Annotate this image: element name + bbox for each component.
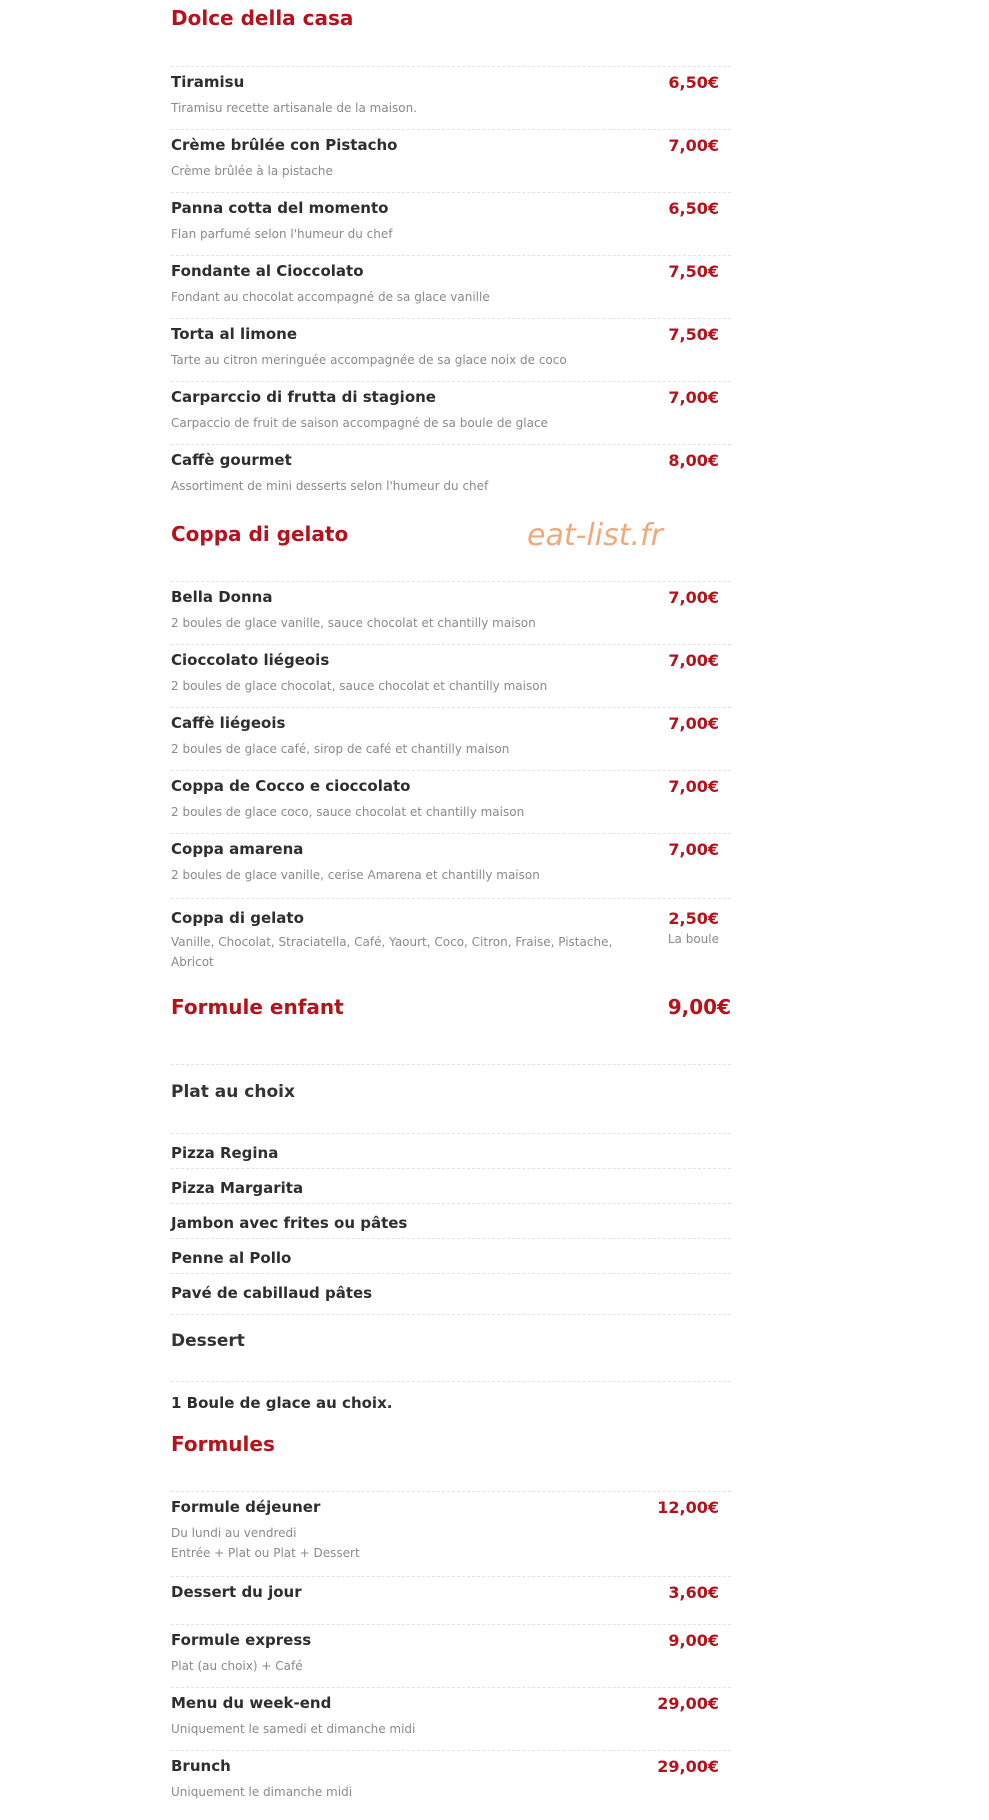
item-price: 12,00€ <box>657 1498 719 1517</box>
item-head <box>171 130 731 155</box>
menu-item <box>171 1491 731 1577</box>
item-price: 7,50€ <box>668 262 719 281</box>
item-name: Coppa di gelato <box>171 909 304 927</box>
item-desc: 2 boules de glace chocolat, sauce chocolat et chantilly maison <box>171 679 548 693</box>
item-name: Coppa de Cocco e cioccolato <box>171 777 411 795</box>
item-name: Cioccolato liégeois <box>171 651 330 669</box>
menu-item <box>171 381 731 445</box>
item-price: 7,00€ <box>668 651 719 670</box>
item-head <box>171 1688 731 1713</box>
item-price: 29,00€ <box>657 1694 719 1713</box>
item-head <box>171 1577 731 1602</box>
plat-item: Penne al Pollo <box>171 1238 731 1274</box>
menu-item <box>171 833 731 897</box>
menu-item <box>171 707 731 771</box>
item-desc: Carpaccio de fruit de saison accompagné de sa boule de glace <box>171 416 548 430</box>
item-desc: Fondant au chocolat accompagné de sa glace vanille <box>171 290 490 304</box>
item-desc: Uniquement le dimanche midi <box>171 1785 353 1799</box>
item-price: 3,60€ <box>668 1583 719 1602</box>
item-name: Coppa amarena <box>171 840 304 858</box>
menu-item <box>171 1576 731 1625</box>
section-title-enfant: Formule enfant <box>171 995 344 1019</box>
menu-item <box>171 581 731 645</box>
plat-item: Jambon avec frites ou pâtes <box>171 1203 731 1239</box>
item-desc: Du lundi au vendredi <box>171 1526 297 1540</box>
item-name: Crème brûlée con Pistacho <box>171 136 398 154</box>
dessert-heading: Dessert <box>171 1331 245 1351</box>
menu-item <box>171 770 731 834</box>
item-unit: La boule <box>667 932 719 946</box>
item-name: Panna cotta del momento <box>171 199 389 217</box>
item-head <box>171 445 731 470</box>
menu-item <box>171 444 731 508</box>
item-head <box>171 67 731 92</box>
coppa-last-item <box>171 898 731 973</box>
item-name: Formule express <box>171 1631 312 1649</box>
item-name: Menu du week-end <box>171 1694 332 1712</box>
section-title-dolce: Dolce della casa <box>171 6 354 30</box>
item-desc: Plat (au choix) + Café <box>171 1659 303 1673</box>
item-desc: Crème brûlée à la pistache <box>171 164 333 178</box>
item-head <box>171 1751 731 1776</box>
item-desc: Tiramisu recette artisanale de la maison. <box>171 101 418 115</box>
item-name: Fondante al Cioccolato <box>171 262 364 280</box>
watermark: eat-list.fr <box>527 518 663 553</box>
menu-item <box>171 1687 731 1751</box>
menu-item <box>171 318 731 382</box>
item-name: Caffè gourmet <box>171 451 292 469</box>
item-head <box>171 1625 731 1650</box>
item-name: Caffè liégeois <box>171 714 286 732</box>
item-head <box>171 582 731 607</box>
item-price: 7,00€ <box>668 588 719 607</box>
dessert-item: 1 Boule de glace au choix. <box>171 1381 731 1412</box>
menu-item <box>171 129 731 193</box>
menu-item <box>171 192 731 256</box>
item-price: 7,50€ <box>668 325 719 344</box>
item-price: 6,50€ <box>668 73 719 92</box>
item-price: 7,00€ <box>668 777 719 796</box>
plat-item: Pizza Margarita <box>171 1168 731 1204</box>
divider <box>171 1064 731 1065</box>
item-price: 9,00€ <box>668 1631 719 1650</box>
enfant-header <box>171 995 731 1019</box>
item-price: 8,00€ <box>668 451 719 470</box>
item-desc: Tarte au citron meringuée accompagnée de sa glace noix de coco <box>171 353 567 367</box>
section-title-coppa: Coppa di gelato <box>171 522 349 546</box>
item-desc: Uniquement le samedi et dimanche midi <box>171 1722 416 1736</box>
item-desc: 2 boules de glace coco, sauce chocolat et chantilly maison <box>171 805 525 819</box>
menu-item <box>171 1750 731 1814</box>
menu-item <box>171 66 731 130</box>
item-desc: Assortiment de mini desserts selon l'humeur du chef <box>171 479 489 493</box>
menu-item <box>171 1624 731 1688</box>
item-price: 29,00€ <box>657 1757 719 1776</box>
item-name: Carparccio di frutta di stagione <box>171 388 436 406</box>
item-name: Dessert du jour <box>171 1583 302 1601</box>
item-name: Formule déjeuner <box>171 1498 321 1516</box>
item-head <box>171 1492 731 1517</box>
divider <box>171 1314 731 1315</box>
item-desc: 2 boules de glace café, sirop de café et chantilly maison <box>171 742 510 756</box>
item-price: 7,00€ <box>668 714 719 733</box>
section-title-formules: Formules <box>171 1432 275 1456</box>
item-desc: 2 boules de glace vanille, sauce chocolat et chantilly maison <box>171 616 536 630</box>
plat-item: Pavé de cabillaud pâtes <box>171 1273 731 1309</box>
item-head <box>171 708 731 733</box>
item-price: 7,00€ <box>668 840 719 859</box>
item-head <box>171 319 731 344</box>
item-head <box>171 645 731 670</box>
item-desc-2: Entrée + Plat ou Plat + Dessert <box>171 1546 360 1560</box>
item-name: Tiramisu <box>171 73 245 91</box>
item-price: 2,50€ <box>668 909 719 928</box>
menu-item <box>171 255 731 319</box>
item-price: 7,00€ <box>668 388 719 407</box>
item-head <box>171 382 731 407</box>
item-head <box>171 256 731 281</box>
item-desc: Vanille, Chocolat, Straciatella, Café, Yaourt, Coco, Citron, Fraise, Pistache, Abricot <box>171 935 613 969</box>
item-head <box>171 834 731 859</box>
item-name: Brunch <box>171 1757 231 1775</box>
item-head <box>171 193 731 218</box>
plat-item: Pizza Regina <box>171 1133 731 1169</box>
item-price: 7,00€ <box>668 136 719 155</box>
item-name: Torta al limone <box>171 325 298 343</box>
item-desc: 2 boules de glace vanille, cerise Amarena et chantilly maison <box>171 868 540 882</box>
enfant-price: 9,00€ <box>667 995 731 1019</box>
item-desc: Flan parfumé selon l'humeur du chef <box>171 227 393 241</box>
menu-item <box>171 644 731 708</box>
item-head <box>171 771 731 796</box>
item-price: 6,50€ <box>668 199 719 218</box>
item-name: Bella Donna <box>171 588 273 606</box>
plat-heading: Plat au choix <box>171 1082 295 1102</box>
